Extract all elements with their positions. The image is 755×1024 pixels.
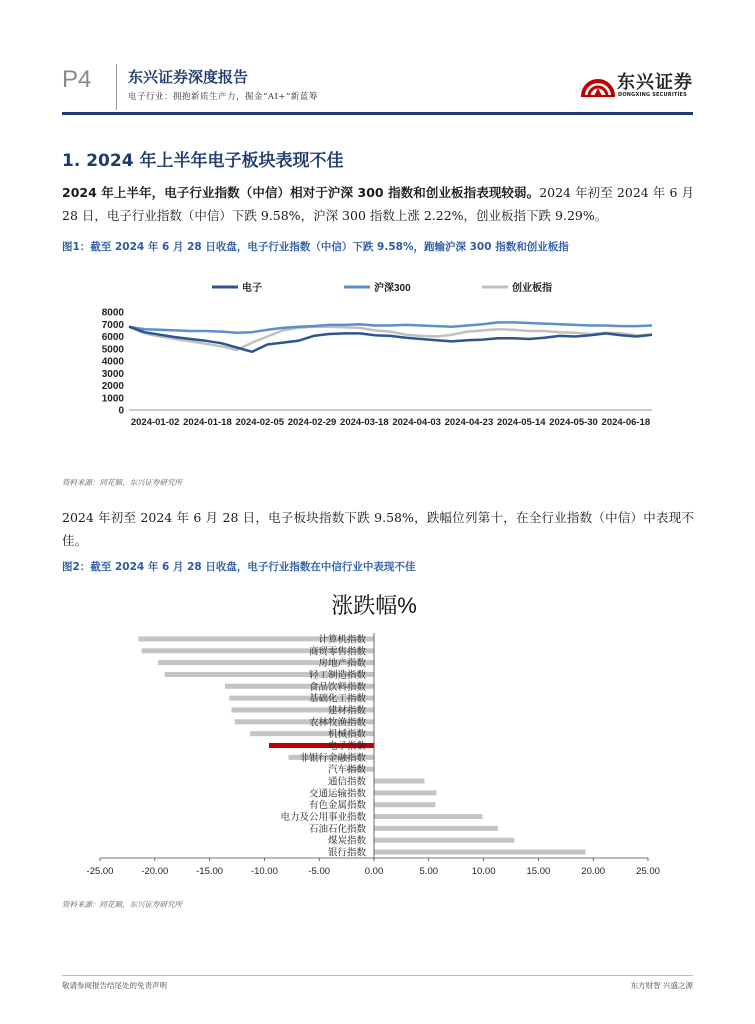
page-number: P4: [62, 66, 92, 93]
x-tick-label: -10.00: [250, 866, 278, 877]
y-tick-label: 1000: [101, 393, 124, 405]
x-tick-label: -15.00: [196, 866, 224, 877]
category-label: 轻工制造指数: [308, 669, 366, 681]
category-label: 基础化工指数: [308, 693, 366, 705]
category-label: 食品饮料指数: [308, 681, 366, 693]
x-tick-label: 20.00: [581, 866, 606, 877]
y-tick-label: 2000: [101, 381, 124, 392]
figure-2-caption: 图2：截至 2024 年 6 月 28 日收盘，电子行业指数在中信行业中表现不佳: [62, 561, 416, 573]
y-tick-label: 6000: [101, 332, 124, 343]
x-tick-label: 2024-05-30: [549, 417, 598, 428]
x-tick-label: 2024-05-14: [496, 417, 546, 428]
legend-label-0: 电子: [242, 283, 262, 294]
x-tick-label: 2024-02-05: [235, 417, 285, 428]
category-label: 交通运输指数: [308, 788, 366, 800]
y-tick-label: 7000: [101, 319, 124, 331]
figure-1-caption: 图1：截至 2024 年 6 月 28 日收盘，电子行业指数（中信）下跌 9.58%，跑输沪深 300 指数和创业板指: [62, 241, 569, 253]
paragraph-1-body: 2024 年初至 2024 年 6 月 28 日，电子行业指数（中信）下跌 9.58%，沪深 300 指数上涨 2.22%，创业板指下跌 9.29%。: [62, 185, 694, 223]
category-label: 有色金属指数: [308, 800, 366, 812]
x-tick-label: 2024-04-03: [392, 417, 441, 428]
bar: [374, 802, 435, 807]
y-tick-label: 5000: [101, 344, 124, 356]
bar: [374, 826, 498, 831]
section-title: 1. 2024 年上半年电子板块表现不佳: [62, 151, 344, 171]
x-tick-label: -25.00: [86, 866, 114, 877]
header-divider: [116, 64, 117, 110]
legend-label-1: 沪深300: [374, 283, 411, 294]
figure-2-source: 资料来源：同花顺、东兴证券研究所: [62, 900, 182, 909]
footer-slogan: 东方财智 兴盛之源: [630, 981, 693, 990]
bar: [374, 779, 424, 784]
x-tick-label: 15.00: [526, 866, 551, 877]
x-tick-label: 10.00: [471, 866, 496, 877]
category-label: 通信指数: [327, 776, 366, 788]
x-tick-label: 25.00: [636, 866, 660, 877]
x-tick-label: -5.00: [308, 866, 331, 877]
figure-1-source: 资料来源：同花顺、东兴证券研究所: [62, 478, 182, 487]
brand-name-cn: 东兴证券: [617, 72, 693, 93]
y-tick-label: 3000: [101, 368, 124, 380]
x-tick-label: 2024-01-18: [183, 417, 232, 428]
brand-logo-icon: [580, 66, 616, 100]
category-label: 煤炭指数: [327, 835, 366, 847]
x-tick-label: 5.00: [419, 866, 439, 877]
category-label: 电子指数: [327, 741, 366, 752]
x-tick-label: 2024-01-02: [130, 417, 180, 428]
category-label: 石油石化指数: [308, 823, 366, 835]
category-label: 商贸零售指数: [308, 646, 366, 658]
paragraph-1: [62, 181, 694, 227]
legend-label-2: 创业板指: [512, 283, 552, 294]
chart-title: 涨跌幅%: [331, 593, 417, 618]
header-rule: [62, 112, 693, 115]
x-tick-label: -20.00: [141, 866, 169, 877]
brand-name-en: DONGXING SECURITIES: [618, 92, 687, 98]
figure-2-bar-chart: [62, 585, 694, 880]
x-tick-label: 2024-04-23: [444, 417, 494, 428]
category-label: 计算机指数: [318, 634, 366, 646]
bar: [374, 814, 483, 819]
footer-disclaimer: 敬请参阅报告结尾处的免责声明: [62, 981, 167, 990]
bar: [374, 790, 436, 795]
y-tick-label: 8000: [101, 307, 124, 319]
x-tick-label: 2024-06-18: [601, 417, 651, 428]
category-label: 农林牧渔指数: [308, 717, 366, 729]
report-title: 东兴证券深度报告: [128, 68, 249, 86]
report-subtitle: 电子行业：拥抱新质生产力，掘金“AI+”新蓝筹: [128, 92, 318, 102]
category-label: 电力及公用事业指数: [280, 812, 366, 824]
x-tick-label: 0.00: [364, 866, 384, 877]
y-tick-label: 4000: [101, 356, 124, 368]
category-label: 房地产指数: [318, 658, 366, 670]
footer-rule: [62, 975, 693, 976]
figure-1-line-chart: [62, 270, 694, 440]
bar: [374, 838, 514, 843]
category-label: 非银行金融指数: [299, 752, 366, 764]
x-tick-label: 2024-03-18: [340, 417, 389, 428]
category-label: 建材指数: [327, 705, 366, 717]
category-label: 银行指数: [327, 847, 366, 859]
paragraph-1-lead: 2024 年上半年，电子行业指数（中信）相对于沪深 300 指数和创业板指表现较弱。: [62, 185, 540, 200]
y-tick-label: 0: [118, 405, 124, 417]
bar: [374, 850, 586, 855]
category-label: 机械指数: [327, 729, 366, 741]
x-tick-label: 2024-02-29: [287, 417, 337, 428]
category-label: 汽车指数: [327, 764, 366, 776]
paragraph-2: 2024 年初至 2024 年 6 月 28 日，电子板块指数下跌 9.58%，跌幅位列第十，在全行业指数（中信）中表现不佳。: [62, 510, 694, 548]
